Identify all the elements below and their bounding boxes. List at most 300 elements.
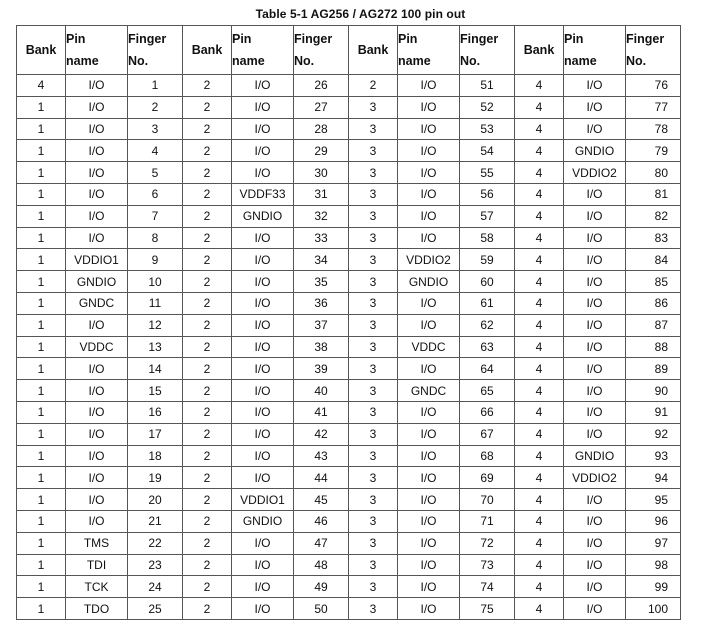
pin-name-cell: I/O xyxy=(232,358,294,380)
bank-cell: 4 xyxy=(515,401,564,423)
pin-name-cell: I/O xyxy=(232,380,294,402)
finger-no-cell: 87 xyxy=(626,314,681,336)
bank-cell: 3 xyxy=(349,554,398,576)
finger-no-cell: 5 xyxy=(128,162,183,184)
pinout-table xyxy=(16,25,681,620)
finger-no-cell: 37 xyxy=(294,314,349,336)
finger-no-cell: 18 xyxy=(128,445,183,467)
header-bank: Bank xyxy=(183,26,232,75)
bank-cell: 2 xyxy=(183,336,232,358)
bank-cell: 3 xyxy=(349,467,398,489)
bank-cell: 2 xyxy=(183,358,232,380)
bank-cell: 2 xyxy=(183,576,232,598)
pin-name-cell: I/O xyxy=(66,445,128,467)
pin-name-cell: I/O xyxy=(398,358,460,380)
finger-no-cell: 58 xyxy=(460,227,515,249)
pin-name-cell: I/O xyxy=(66,118,128,140)
table-row xyxy=(17,401,681,423)
pin-name-cell: I/O xyxy=(564,598,626,620)
finger-no-cell: 45 xyxy=(294,489,349,511)
finger-no-cell: 28 xyxy=(294,118,349,140)
pin-name-cell: VDDF33 xyxy=(232,183,294,205)
pin-name-cell: I/O xyxy=(66,401,128,423)
bank-cell: 3 xyxy=(349,445,398,467)
finger-no-cell: 33 xyxy=(294,227,349,249)
table-row xyxy=(17,380,681,402)
pin-name-cell: I/O xyxy=(66,162,128,184)
bank-cell: 4 xyxy=(515,554,564,576)
pin-name-cell: I/O xyxy=(232,249,294,271)
table-row xyxy=(17,423,681,445)
pin-name-cell: I/O xyxy=(232,140,294,162)
bank-cell: 4 xyxy=(515,96,564,118)
finger-no-cell: 42 xyxy=(294,423,349,445)
bank-cell: 1 xyxy=(17,118,66,140)
bank-cell: 2 xyxy=(183,292,232,314)
bank-cell: 3 xyxy=(349,423,398,445)
bank-cell: 3 xyxy=(349,401,398,423)
bank-cell: 1 xyxy=(17,227,66,249)
table-row xyxy=(17,96,681,118)
pin-name-cell: I/O xyxy=(564,271,626,293)
bank-cell: 2 xyxy=(183,205,232,227)
bank-cell: 3 xyxy=(349,292,398,314)
finger-no-cell: 6 xyxy=(128,183,183,205)
header-finger-no: Finger No. xyxy=(128,26,183,75)
table-row xyxy=(17,140,681,162)
pin-name-cell: I/O xyxy=(398,96,460,118)
pin-name-cell: I/O xyxy=(66,467,128,489)
header-pin-name: Pin name xyxy=(398,26,460,75)
bank-cell: 1 xyxy=(17,249,66,271)
header-finger-no: Finger No. xyxy=(626,26,681,75)
finger-no-cell: 11 xyxy=(128,292,183,314)
pin-name-cell: I/O xyxy=(564,249,626,271)
pin-name-cell: I/O xyxy=(398,314,460,336)
pin-name-cell: I/O xyxy=(232,532,294,554)
pin-name-cell: I/O xyxy=(66,489,128,511)
pin-name-cell: I/O xyxy=(232,445,294,467)
pin-name-cell: I/O xyxy=(398,554,460,576)
finger-no-cell: 86 xyxy=(626,292,681,314)
pin-name-cell: GNDIO xyxy=(564,445,626,467)
finger-no-cell: 61 xyxy=(460,292,515,314)
finger-no-cell: 17 xyxy=(128,423,183,445)
finger-no-cell: 20 xyxy=(128,489,183,511)
table-row xyxy=(17,75,681,97)
finger-no-cell: 94 xyxy=(626,467,681,489)
bank-cell: 2 xyxy=(183,140,232,162)
finger-no-cell: 40 xyxy=(294,380,349,402)
pin-name-cell: GNDC xyxy=(66,292,128,314)
pin-name-cell: VDDIO2 xyxy=(398,249,460,271)
pin-name-cell: GNDC xyxy=(398,380,460,402)
pin-name-cell: I/O xyxy=(232,554,294,576)
finger-no-cell: 68 xyxy=(460,445,515,467)
finger-no-cell: 8 xyxy=(128,227,183,249)
finger-no-cell: 53 xyxy=(460,118,515,140)
pin-name-cell: I/O xyxy=(232,75,294,97)
bank-cell: 2 xyxy=(183,227,232,249)
bank-cell: 1 xyxy=(17,401,66,423)
bank-cell: 4 xyxy=(515,292,564,314)
bank-cell: 2 xyxy=(183,532,232,554)
finger-no-cell: 76 xyxy=(626,75,681,97)
finger-no-cell: 63 xyxy=(460,336,515,358)
pin-name-cell: I/O xyxy=(66,75,128,97)
finger-no-cell: 79 xyxy=(626,140,681,162)
pin-name-cell: I/O xyxy=(66,423,128,445)
bank-cell: 2 xyxy=(183,96,232,118)
pin-name-cell: I/O xyxy=(232,271,294,293)
pin-name-cell: I/O xyxy=(66,205,128,227)
pin-name-cell: I/O xyxy=(398,205,460,227)
pin-name-cell: VDDIO2 xyxy=(564,467,626,489)
bank-cell: 2 xyxy=(183,489,232,511)
bank-cell: 2 xyxy=(183,401,232,423)
bank-cell: 4 xyxy=(515,205,564,227)
bank-cell: 2 xyxy=(183,598,232,620)
finger-no-cell: 39 xyxy=(294,358,349,380)
pin-name-cell: I/O xyxy=(66,358,128,380)
finger-no-cell: 98 xyxy=(626,554,681,576)
pin-name-cell: I/O xyxy=(398,75,460,97)
finger-no-cell: 14 xyxy=(128,358,183,380)
bank-cell: 1 xyxy=(17,380,66,402)
bank-cell: 4 xyxy=(515,336,564,358)
pin-name-cell: I/O xyxy=(564,292,626,314)
pin-name-cell: TCK xyxy=(66,576,128,598)
pin-name-cell: I/O xyxy=(398,118,460,140)
finger-no-cell: 24 xyxy=(128,576,183,598)
pin-name-cell: I/O xyxy=(398,598,460,620)
bank-cell: 3 xyxy=(349,227,398,249)
bank-cell: 3 xyxy=(349,271,398,293)
bank-cell: 3 xyxy=(349,598,398,620)
pin-name-cell: I/O xyxy=(66,510,128,532)
pin-name-cell: I/O xyxy=(564,314,626,336)
bank-cell: 4 xyxy=(515,489,564,511)
bank-cell: 4 xyxy=(515,227,564,249)
finger-no-cell: 51 xyxy=(460,75,515,97)
pin-name-cell: I/O xyxy=(66,314,128,336)
finger-no-cell: 10 xyxy=(128,271,183,293)
finger-no-cell: 93 xyxy=(626,445,681,467)
finger-no-cell: 23 xyxy=(128,554,183,576)
pin-name-cell: I/O xyxy=(398,532,460,554)
finger-no-cell: 77 xyxy=(626,96,681,118)
bank-cell: 2 xyxy=(183,162,232,184)
finger-no-cell: 46 xyxy=(294,510,349,532)
finger-no-cell: 56 xyxy=(460,183,515,205)
pin-name-cell: I/O xyxy=(398,445,460,467)
finger-no-cell: 81 xyxy=(626,183,681,205)
bank-cell: 4 xyxy=(515,445,564,467)
finger-no-cell: 47 xyxy=(294,532,349,554)
finger-no-cell: 55 xyxy=(460,162,515,184)
bank-cell: 4 xyxy=(515,162,564,184)
finger-no-cell: 66 xyxy=(460,401,515,423)
header-pin-name: Pin name xyxy=(564,26,626,75)
bank-cell: 2 xyxy=(183,183,232,205)
finger-no-cell: 26 xyxy=(294,75,349,97)
pin-name-cell: I/O xyxy=(398,576,460,598)
bank-cell: 3 xyxy=(349,576,398,598)
pin-name-cell: I/O xyxy=(564,118,626,140)
bank-cell: 2 xyxy=(183,423,232,445)
finger-no-cell: 7 xyxy=(128,205,183,227)
table-row xyxy=(17,445,681,467)
table-row xyxy=(17,336,681,358)
pin-name-cell: VDDIO1 xyxy=(66,249,128,271)
bank-cell: 3 xyxy=(349,249,398,271)
pin-name-cell: I/O xyxy=(232,401,294,423)
finger-no-cell: 62 xyxy=(460,314,515,336)
pin-name-cell: I/O xyxy=(232,227,294,249)
finger-no-cell: 85 xyxy=(626,271,681,293)
pin-name-cell: I/O xyxy=(232,576,294,598)
finger-no-cell: 100 xyxy=(626,598,681,620)
bank-cell: 1 xyxy=(17,292,66,314)
bank-cell: 4 xyxy=(515,75,564,97)
pin-name-cell: GNDIO xyxy=(232,205,294,227)
bank-cell: 4 xyxy=(515,118,564,140)
bank-cell: 4 xyxy=(515,249,564,271)
bank-cell: 1 xyxy=(17,271,66,293)
bank-cell: 3 xyxy=(349,510,398,532)
bank-cell: 3 xyxy=(349,380,398,402)
finger-no-cell: 25 xyxy=(128,598,183,620)
finger-no-cell: 9 xyxy=(128,249,183,271)
finger-no-cell: 69 xyxy=(460,467,515,489)
bank-cell: 1 xyxy=(17,445,66,467)
pin-name-cell: GNDIO xyxy=(564,140,626,162)
pin-name-cell: GNDIO xyxy=(66,271,128,293)
finger-no-cell: 29 xyxy=(294,140,349,162)
finger-no-cell: 60 xyxy=(460,271,515,293)
finger-no-cell: 41 xyxy=(294,401,349,423)
finger-no-cell: 27 xyxy=(294,96,349,118)
finger-no-cell: 70 xyxy=(460,489,515,511)
finger-no-cell: 16 xyxy=(128,401,183,423)
finger-no-cell: 80 xyxy=(626,162,681,184)
bank-cell: 2 xyxy=(183,118,232,140)
finger-no-cell: 48 xyxy=(294,554,349,576)
table-row xyxy=(17,532,681,554)
finger-no-cell: 15 xyxy=(128,380,183,402)
finger-no-cell: 4 xyxy=(128,140,183,162)
pin-name-cell: I/O xyxy=(66,227,128,249)
finger-no-cell: 89 xyxy=(626,358,681,380)
finger-no-cell: 19 xyxy=(128,467,183,489)
finger-no-cell: 22 xyxy=(128,532,183,554)
header-bank: Bank xyxy=(515,26,564,75)
pin-name-cell: I/O xyxy=(564,205,626,227)
pin-name-cell: I/O xyxy=(232,314,294,336)
bank-cell: 1 xyxy=(17,554,66,576)
pin-name-cell: I/O xyxy=(564,401,626,423)
bank-cell: 4 xyxy=(515,271,564,293)
bank-cell: 2 xyxy=(183,249,232,271)
pin-name-cell: I/O xyxy=(398,489,460,511)
table-row xyxy=(17,576,681,598)
finger-no-cell: 88 xyxy=(626,336,681,358)
pin-name-cell: I/O xyxy=(232,162,294,184)
pin-name-cell: I/O xyxy=(398,162,460,184)
bank-cell: 4 xyxy=(515,598,564,620)
finger-no-cell: 82 xyxy=(626,205,681,227)
pin-name-cell: TMS xyxy=(66,532,128,554)
pin-name-cell: I/O xyxy=(564,423,626,445)
finger-no-cell: 50 xyxy=(294,598,349,620)
pin-name-cell: I/O xyxy=(232,467,294,489)
table-row xyxy=(17,598,681,620)
finger-no-cell: 32 xyxy=(294,205,349,227)
finger-no-cell: 73 xyxy=(460,554,515,576)
pin-name-cell: GNDIO xyxy=(232,510,294,532)
finger-no-cell: 96 xyxy=(626,510,681,532)
finger-no-cell: 64 xyxy=(460,358,515,380)
finger-no-cell: 3 xyxy=(128,118,183,140)
bank-cell: 1 xyxy=(17,162,66,184)
table-row xyxy=(17,489,681,511)
bank-cell: 4 xyxy=(515,510,564,532)
finger-no-cell: 99 xyxy=(626,576,681,598)
pin-name-cell: I/O xyxy=(398,423,460,445)
table-row xyxy=(17,358,681,380)
bank-cell: 3 xyxy=(349,205,398,227)
pin-name-cell: I/O xyxy=(66,140,128,162)
bank-cell: 3 xyxy=(349,183,398,205)
pin-name-cell: TDI xyxy=(66,554,128,576)
bank-cell: 2 xyxy=(183,314,232,336)
finger-no-cell: 71 xyxy=(460,510,515,532)
bank-cell: 2 xyxy=(183,380,232,402)
header-pin-name: Pin name xyxy=(66,26,128,75)
finger-no-cell: 57 xyxy=(460,205,515,227)
bank-cell: 3 xyxy=(349,489,398,511)
bank-cell: 2 xyxy=(183,271,232,293)
pin-name-cell: I/O xyxy=(564,183,626,205)
finger-no-cell: 49 xyxy=(294,576,349,598)
bank-cell: 3 xyxy=(349,140,398,162)
pin-name-cell: VDDIO2 xyxy=(564,162,626,184)
bank-cell: 3 xyxy=(349,314,398,336)
bank-cell: 1 xyxy=(17,532,66,554)
bank-cell: 3 xyxy=(349,96,398,118)
bank-cell: 3 xyxy=(349,336,398,358)
finger-no-cell: 2 xyxy=(128,96,183,118)
table-caption: Table 5-1 AG256 / AG272 100 pin out xyxy=(255,7,466,21)
table-row xyxy=(17,118,681,140)
bank-cell: 4 xyxy=(515,467,564,489)
finger-no-cell: 67 xyxy=(460,423,515,445)
bank-cell: 4 xyxy=(515,423,564,445)
bank-cell: 3 xyxy=(349,162,398,184)
bank-cell: 2 xyxy=(183,445,232,467)
bank-cell: 1 xyxy=(17,423,66,445)
pin-name-cell: I/O xyxy=(564,489,626,511)
bank-cell: 2 xyxy=(349,75,398,97)
pin-name-cell: I/O xyxy=(564,380,626,402)
finger-no-cell: 78 xyxy=(626,118,681,140)
bank-cell: 1 xyxy=(17,140,66,162)
bank-cell: 3 xyxy=(349,532,398,554)
bank-cell: 4 xyxy=(515,183,564,205)
finger-no-cell: 59 xyxy=(460,249,515,271)
pin-name-cell: I/O xyxy=(398,467,460,489)
pin-name-cell: I/O xyxy=(564,336,626,358)
bank-cell: 1 xyxy=(17,598,66,620)
bank-cell: 1 xyxy=(17,489,66,511)
table-row xyxy=(17,467,681,489)
table-row xyxy=(17,554,681,576)
pin-name-cell: I/O xyxy=(564,358,626,380)
finger-no-cell: 84 xyxy=(626,249,681,271)
header-bank: Bank xyxy=(17,26,66,75)
finger-no-cell: 43 xyxy=(294,445,349,467)
pin-name-cell: I/O xyxy=(564,532,626,554)
finger-no-cell: 34 xyxy=(294,249,349,271)
bank-cell: 4 xyxy=(515,576,564,598)
pin-name-cell: I/O xyxy=(398,401,460,423)
pin-name-cell: I/O xyxy=(564,75,626,97)
table-row xyxy=(17,205,681,227)
bank-cell: 1 xyxy=(17,336,66,358)
table-row xyxy=(17,162,681,184)
finger-no-cell: 97 xyxy=(626,532,681,554)
bank-cell: 1 xyxy=(17,183,66,205)
bank-cell: 4 xyxy=(515,140,564,162)
pin-name-cell: I/O xyxy=(564,96,626,118)
bank-cell: 4 xyxy=(17,75,66,97)
finger-no-cell: 72 xyxy=(460,532,515,554)
bank-cell: 4 xyxy=(515,380,564,402)
header-bank: Bank xyxy=(349,26,398,75)
pin-name-cell: I/O xyxy=(564,227,626,249)
finger-no-cell: 95 xyxy=(626,489,681,511)
finger-no-cell: 38 xyxy=(294,336,349,358)
finger-no-cell: 36 xyxy=(294,292,349,314)
finger-no-cell: 30 xyxy=(294,162,349,184)
pin-name-cell: I/O xyxy=(564,554,626,576)
table-row xyxy=(17,271,681,293)
pin-name-cell: TDO xyxy=(66,598,128,620)
finger-no-cell: 52 xyxy=(460,96,515,118)
table-row xyxy=(17,510,681,532)
bank-cell: 3 xyxy=(349,358,398,380)
bank-cell: 2 xyxy=(183,75,232,97)
finger-no-cell: 35 xyxy=(294,271,349,293)
bank-cell: 4 xyxy=(515,314,564,336)
pin-name-cell: I/O xyxy=(398,292,460,314)
pin-name-cell: VDDC xyxy=(398,336,460,358)
pin-name-cell: I/O xyxy=(66,380,128,402)
finger-no-cell: 21 xyxy=(128,510,183,532)
finger-no-cell: 92 xyxy=(626,423,681,445)
bank-cell: 2 xyxy=(183,467,232,489)
bank-cell: 1 xyxy=(17,576,66,598)
pin-name-cell: I/O xyxy=(232,96,294,118)
pin-name-cell: I/O xyxy=(398,227,460,249)
finger-no-cell: 1 xyxy=(128,75,183,97)
header-finger-no: Finger No. xyxy=(460,26,515,75)
finger-no-cell: 31 xyxy=(294,183,349,205)
finger-no-cell: 13 xyxy=(128,336,183,358)
pin-name-cell: I/O xyxy=(564,510,626,532)
bank-cell: 1 xyxy=(17,96,66,118)
bank-cell: 3 xyxy=(349,118,398,140)
